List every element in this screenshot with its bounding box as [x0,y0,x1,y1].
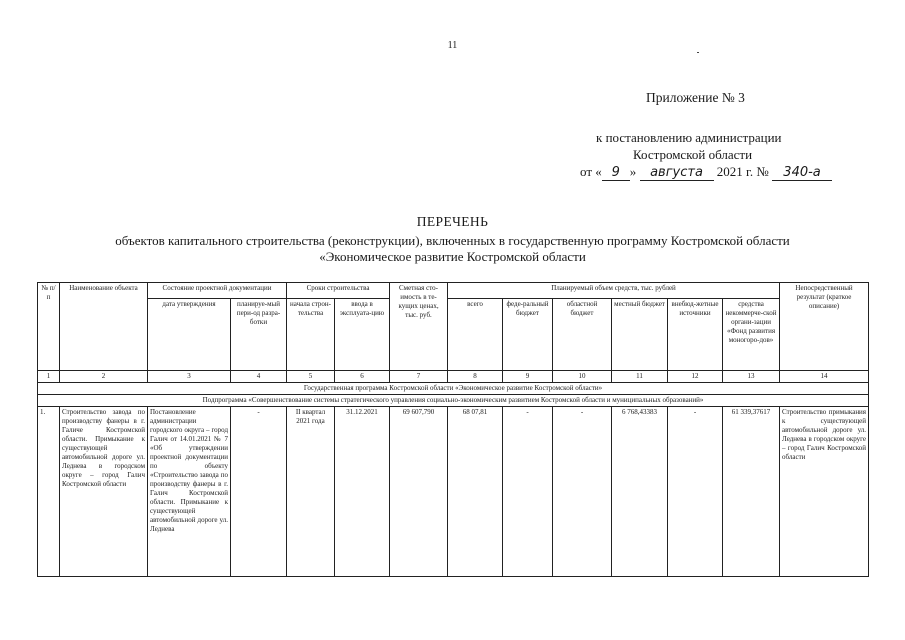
header-federal: феде-ральный бюджет [503,299,553,371]
column-number: 7 [390,371,448,383]
column-number: 13 [723,371,780,383]
column-number: 10 [553,371,612,383]
annex-title: Приложение № 3 [646,90,745,105]
row-fund: 61 339,37617 [723,407,780,577]
column-number: 12 [668,371,723,383]
row-start: II квартал 2021 года [287,407,335,577]
row-object-name: Строительство завода по производству фанеры в г. Галиче Костромской области. Примыкание к существующей автомобильной дороге ул. Леднева в городском округе – город Галич Костромской области [60,407,148,577]
header-planned-period: планируе-мый пери-од разра-ботки [231,299,287,371]
row-result: Строительство примыкания к существующей автомобильной дороге ул. Леднева в городском округе – город Галич Костромской области [780,407,869,577]
subprogram-row: Подпрограмма «Совершенствование системы стратегического управления социально-экономическим развитием Костромской области и муниципальных образований» [38,395,869,407]
row-local: 6 768,43383 [612,407,668,577]
header-result: Непосредственный результат (краткое описание) [780,283,869,371]
header-approval-date: дата утверждения [148,299,231,371]
header-estimated-cost: Сметная сто-имость в те-кущих ценах, тыс. руб. [390,283,448,371]
column-number: 1 [38,371,60,383]
row-total: 68 07,81 [448,407,503,577]
header-name: Наименование объекта [60,283,148,371]
scan-speck [697,52,699,53]
page-number: 11 [447,40,458,51]
header-regional: областной бюджет [553,299,612,371]
column-number: 9 [503,371,553,383]
date-mid: » [629,164,637,179]
header-planned-funding: Планируемый объем средств, тыс. рублей [448,283,780,299]
header-num: № п/п [38,283,60,371]
header-construction-terms: Сроки строительства [287,283,390,299]
program-row: Государственная программа Костромской области «Экономическое развитие Костромской области» [38,383,869,395]
date-month: августа [640,165,714,181]
document-title: ПЕРЕЧЕНЬ [416,214,489,229]
row-regional: - [553,407,612,577]
row-num: 1. [38,407,60,577]
date-prefix: от « [580,164,602,179]
column-number: 11 [612,371,668,383]
header-extrabudget: внебюд-жетные источники [668,299,723,371]
column-number: 14 [780,371,869,383]
row-estimated-cost: 69 607,790 [390,407,448,577]
row-federal: - [503,407,553,577]
table-row [38,407,869,577]
column-number: 4 [231,371,287,383]
date-year: 2021 г. № [716,164,769,179]
header-start: начала строн-тельства [287,299,335,371]
column-number: 3 [148,371,231,383]
header-fund: средства некоммерче-ской органи-зации «Фонд развития моногоро-дов» [723,299,780,371]
header-local: местный бюджет [612,299,668,371]
resolution-number: 340-а [772,165,832,181]
column-number: 8 [448,371,503,383]
row-commissioning: 31.12.2021 [335,407,390,577]
date-day: 9 [602,165,630,181]
annex-region-line: Костромской области [633,147,753,162]
annex-resolution-line: к постановлению администрации [596,130,782,145]
column-number: 5 [287,371,335,383]
header-commissioning: ввода в эксплуата-цию [335,299,390,371]
row-planned-period: - [231,407,287,577]
document-subtitle-line-2: «Экономическое развитие Костромской области [319,249,586,264]
document-subtitle-line-1: объектов капитального строительства (реконструкции), включенных в государственную программу Костромской области [115,233,790,248]
row-approval-date: Постановление администрации городского округа – город Галич от 14.01.2021 № 7 «Об утверждении проектной документации по объекту «Строительство завода по производству фанеры в г. Галич Костромской области. Примыкание к существующей автомобильной дороге ул. Леднева [148,407,231,577]
header-design-state: Состояние проектной документации [148,283,287,299]
row-extrabudget: - [668,407,723,577]
column-number: 6 [335,371,390,383]
column-number: 2 [60,371,148,383]
capital-construction-table [37,282,869,577]
annex-date-line [580,164,832,181]
header-total: всего [448,299,503,371]
